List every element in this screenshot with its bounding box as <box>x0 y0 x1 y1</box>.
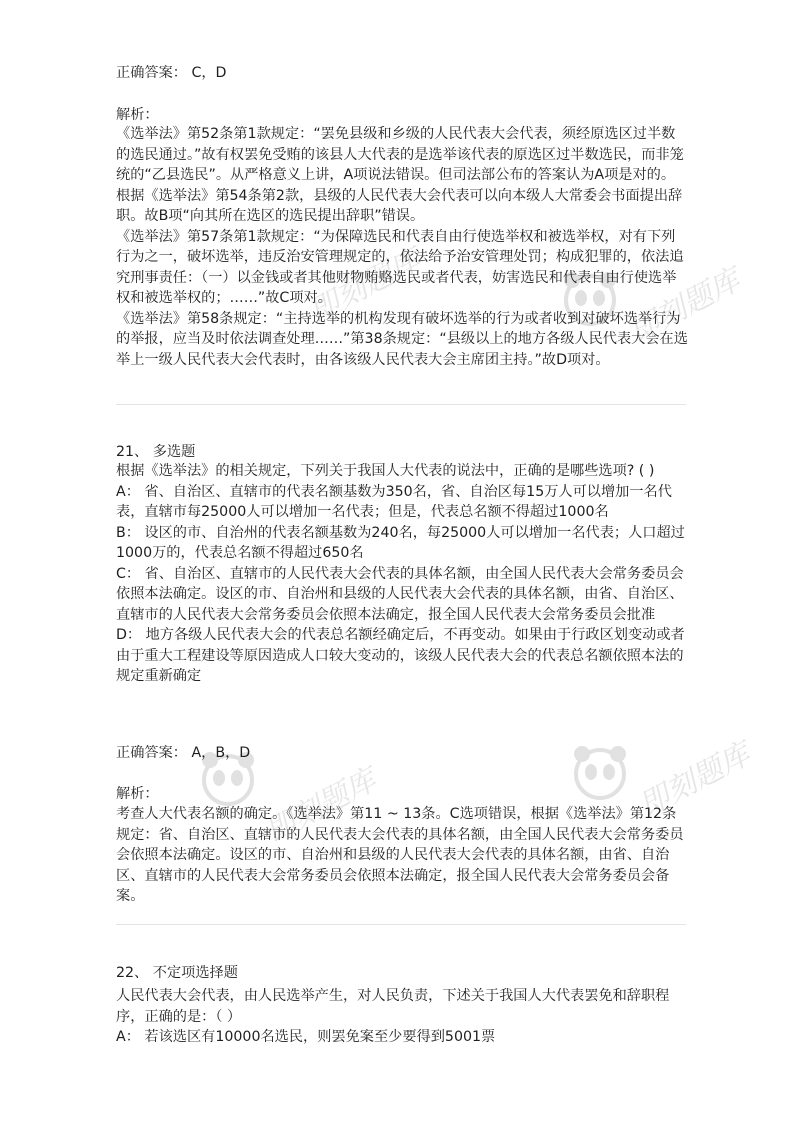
q20-analysis <box>116 124 688 370</box>
q21-option-a: A： 省、自治区、直辖市的代表名额基数为350名，省、自治区每15万人可以增加一名代表，直辖市每25000人可以增加一名代表；但是，代表总名额不得超过1000名 <box>116 483 672 520</box>
q21-analysis-paragraph: 考查人大代表名额的确定。《选举法》第11 ~ 13条。C选项错误，根据《选举法》第12条规定：省、自治区、直辖市的人民代表大会代表的具体名额，由全国人民代表大会常务委员会依照本法确定。设区的市、自治州和县级的人民代表大会代表的具体名额，由省、自治区、直辖市的人民代表大会常务委员会依照本法确定，报全国人民代表大会常务委员会备案。 <box>116 806 684 904</box>
watermark <box>570 742 630 806</box>
q21-option-d: D： 地方各级人民代表大会的代表总名额经确定后，不再变动。如果由于行政区划变动或者由于重大工程建设等原因造成人口较大变动的，该级人民代表大会的代表总名额依照本法的规定重新确定 <box>116 627 685 684</box>
q20-analysis-paragraph: 《选举法》第52条第1款规定：“罢免县级和乡级的人民代表大会代表，须经原选区过半数的选民通过。”故有权罢免受贿的该县人大代表的是选举该代表的原选区过半数选民，而非笼统的“乙县选民”。从严格意义上讲，A项说法错误。但司法部公布的答案认为A项是对的。根据《选举法》第54条第2款，县级的人民代表大会代表可以向本级人大常委会书面提出辞职。故B项“向其所在选区的选民提出辞职”错误。 <box>116 126 684 224</box>
q22-option-a: A： 若该选区有10000名选民，则罢免案至少要得到5001票 <box>116 1029 496 1045</box>
q20-analysis-paragraph: 《选举法》第57条第1款规定：“为保障选民和代表自由行使选举权和被选举权，对有下列行为之一，破坏选举，违反治安管理规定的，依法给予治安管理处罚；构成犯罪的，依法追究刑事责任：（一）以金钱或者其他财物贿赂选民或者代表，妨害选民和代表自由行使选举权和被选举权的；……”故C项对。 <box>116 228 684 306</box>
q20-answer: 正确答案： C，D <box>116 65 227 81</box>
q21-body <box>116 461 688 687</box>
divider <box>116 924 686 925</box>
watermark-text: 即刻题库 <box>623 262 747 350</box>
q20-analysis-label: 解析： <box>116 107 159 123</box>
q22-stem: 人民代表大会代表，由人民选举产生，对人民负责，下述关于我国人大代表罢免和辞职程序，正确的是：（ ） <box>116 988 670 1025</box>
panda-icon <box>570 742 630 802</box>
divider <box>116 404 686 405</box>
q21-analysis-label: 解析： <box>116 786 159 802</box>
q21-stem: 根据《选举法》的相关规定，下列关于我国人大代表的说法中，正确的是哪些选项? ( ) <box>116 463 655 479</box>
watermark-text: 即刻题库 <box>303 242 427 330</box>
q21-option-c: C： 省、自治区、直辖市的人民代表大会代表的具体名额，由全国人民代表大会常务委员会依照本法确定。设区的市、自治州和县级的人民代表大会代表的具体名额，由省、自治区、直辖市的人民代表大会常务委员会依照本法确定，报全国人民代表大会常务委员会批准 <box>116 565 684 623</box>
watermark-text: 即刻题库 <box>633 736 757 824</box>
q21-number: 21、 多选题 <box>116 444 196 460</box>
q20-analysis-paragraph: 《选举法》第58条规定：“主持选举的机构发现有破坏选举的行为或者收到对破坏选举行为的举报，应当及时依法调查处理……”第38条规定：“县级以上的地方各级人民代表大会在选举上一级人民代表大会代表时，由各该级人民代表大会主席团主持。”故D项对。 <box>116 310 688 368</box>
q22-number: 22、 不定项选择题 <box>116 965 238 981</box>
q22-body <box>116 986 688 1048</box>
watermark-text: 即刻题库 <box>259 762 383 850</box>
q21-analysis <box>116 804 688 907</box>
q21-answer: 正确答案： A，B，D <box>116 745 251 761</box>
q21-option-b: B： 设区的市、自治州的代表名额基数为240名，每25000人可以增加一名代表；人口超过1000万的，代表总名额不得超过650名 <box>116 524 685 561</box>
